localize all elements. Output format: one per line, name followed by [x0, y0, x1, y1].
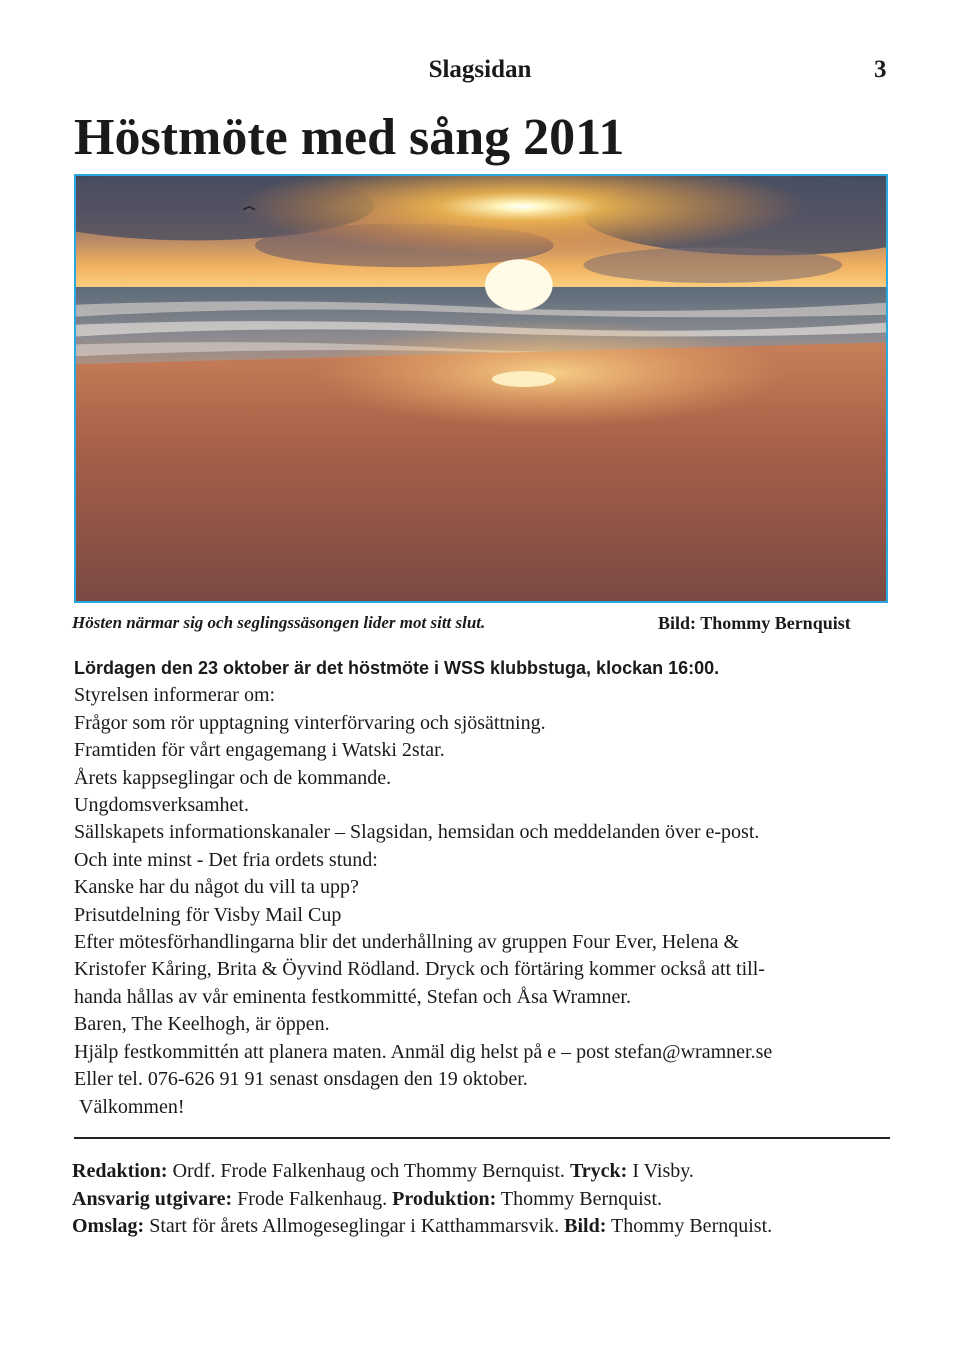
sunset-beach-image	[76, 176, 886, 601]
body-line: Styrelsen informerar om:	[74, 684, 276, 707]
body-line: Efter mötesförhandlingarna blir det underhållning av gruppen Four Ever, Helena &	[74, 931, 740, 954]
photo-credit: Bild: Thommy Bernquist	[658, 613, 851, 633]
article-body	[74, 655, 894, 1121]
utgivare-value: Frode Falkenhaug.	[237, 1187, 388, 1210]
body-line: Eller tel. 076-626 91 91 senast onsdagen den 19 oktober.	[74, 1068, 528, 1091]
photo-caption: Hösten närmar sig och seglingssäsongen lider mot sitt slut.	[72, 613, 486, 632]
bild-value: Thommy Bernquist.	[611, 1215, 773, 1237]
body-line: Kanske har du något du vill ta upp?	[74, 876, 359, 899]
page-number: 3	[874, 56, 887, 83]
body-line: Kristofer Kåring, Brita & Öyvind Rödland. Dryck och förtäring kommer också att till-	[74, 958, 765, 981]
colophon	[72, 1158, 902, 1241]
omslag-value: Start för årets Allmogeseglingar i Katthammarsvik.	[149, 1215, 560, 1237]
produktion-label: Produktion:	[392, 1187, 497, 1210]
sunset-photo	[74, 174, 888, 603]
body-line: Frågor som rör upptagning vinterförvaring och sjösättning.	[74, 711, 546, 734]
colophon-line-2	[72, 1186, 902, 1214]
tryck-label: Tryck:	[569, 1160, 628, 1182]
body-line: Prisutdelning för Visby Mail Cup	[74, 903, 342, 926]
omslag-label: Omslag:	[72, 1215, 145, 1237]
body-line: Baren, The Keelhogh, är öppen.	[74, 1013, 330, 1036]
lead-paragraph: Lördagen den 23 oktober är det höstmöte i WSS klubbstuga, klockan 16:00.	[74, 658, 720, 678]
body-line: Och inte minst - Det fria ordets stund:	[74, 848, 378, 871]
body-line: Sällskapets informationskanaler – Slagsidan, hemsidan och meddelanden över e-post.	[74, 821, 760, 844]
body-line: Hjälp festkommittén att planera maten. Anmäl dig helst på e – post stefan@wramner.se	[74, 1040, 773, 1063]
utgivare-label: Ansvarig utgivare:	[72, 1187, 233, 1210]
article-title: Höstmöte med sång 2011	[74, 109, 625, 166]
produktion-value: Thommy Bernquist.	[500, 1187, 663, 1210]
redaktion-label: Redaktion:	[72, 1160, 168, 1182]
colophon-line-1	[72, 1158, 902, 1186]
body-line: Årets kappseglingar och de kommande.	[74, 766, 392, 789]
redaktion-value: Ordf. Frode Falkenhaug och Thommy Bernquist.	[172, 1160, 565, 1182]
closing-line: Välkommen!	[79, 1095, 185, 1118]
body-line: handa hållas av vår eminenta festkommitté, Stefan och Åsa Wramner.	[74, 985, 631, 1008]
tryck-value: I Visby.	[632, 1160, 694, 1182]
body-line: Framtiden för vårt engagemang i Watski 2star.	[74, 739, 445, 762]
body-line: Ungdomsverksamhet.	[74, 794, 249, 817]
header-publication: Slagsidan	[428, 56, 532, 83]
colophon-line-3	[72, 1213, 902, 1241]
bild-label: Bild:	[564, 1215, 607, 1237]
divider-rule	[74, 1137, 890, 1139]
